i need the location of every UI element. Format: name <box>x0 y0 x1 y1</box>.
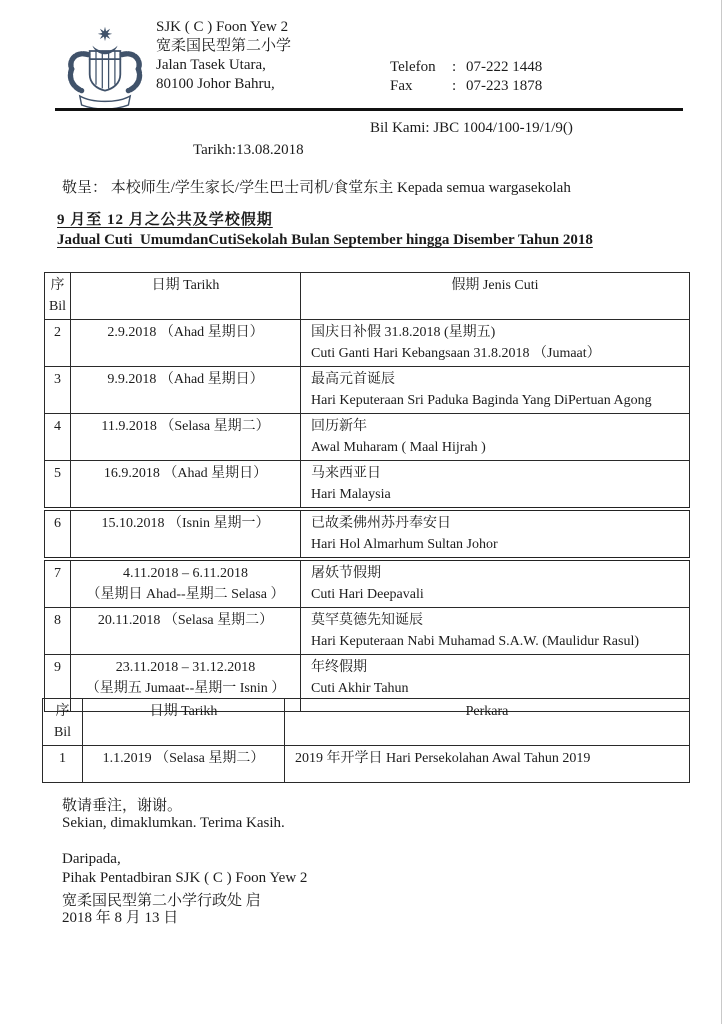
from-label: Daripada, <box>62 851 121 867</box>
header-bil-ms: Bil <box>53 725 72 740</box>
phone-row <box>390 58 542 77</box>
row-perkara: 2019 年开学日 Hari Persekolahan Awal Tahun 2019 <box>285 746 690 783</box>
row-holiday-zh: 马来西亚日 <box>311 466 381 481</box>
table-row <box>45 608 690 655</box>
row-date <box>71 559 301 608</box>
fax-colon: : <box>452 78 457 94</box>
row-holiday <box>301 414 690 461</box>
header-bil-ms: Bil <box>48 299 67 314</box>
table-row <box>45 559 690 608</box>
row-date <box>71 414 301 461</box>
table-row <box>45 461 690 510</box>
recipient-line: 敬呈： 本校师生/学生家长/学生巴士司机/食堂东主 Kepada semua wargasekolah <box>62 180 571 196</box>
row-bil: 4 <box>45 414 71 461</box>
header-bil <box>43 699 83 746</box>
row-holiday-ms: Cuti Akhir Tahun <box>311 681 409 696</box>
row-bil: 1 <box>43 746 83 783</box>
header-perkara: Perkara <box>285 699 690 746</box>
reference-number: Bil Kami: JBC 1004/100-19/1/9() <box>370 120 573 136</box>
fax-number: 07-223 1878 <box>466 78 543 94</box>
school-opening-table <box>42 698 690 783</box>
row-bil: 8 <box>45 608 71 655</box>
school-name-en: SJK ( C ) Foon Yew 2 <box>156 19 289 35</box>
row-holiday <box>301 461 690 510</box>
row-date: 1.1.2019 （Selasa 星期二） <box>83 746 285 783</box>
row-holiday-zh: 已故柔佛州苏丹奉安日 <box>311 516 451 531</box>
row-date-line1: 9.9.2018 （Ahad 星期日） <box>107 372 264 387</box>
header-divider <box>55 108 683 111</box>
row-date-line2: （星期五 Jumaat--星期一 Isnin ） <box>85 681 286 696</box>
closing-zh: 敬请垂注，谢谢。 <box>62 798 183 814</box>
row-bil: 6 <box>45 509 71 559</box>
row-holiday-zh: 国庆日补假 31.8.2018 (星期五) <box>311 325 496 340</box>
row-bil: 9 <box>45 655 71 712</box>
row-holiday-ms: Hari Hol Almarhum Sultan Johor <box>311 537 498 552</box>
row-date-line1: 2.9.2018 （Ahad 星期日） <box>107 325 264 340</box>
school-crest-icon <box>60 24 150 114</box>
phone-colon: : <box>452 59 457 75</box>
row-date <box>71 320 301 367</box>
row-holiday <box>301 559 690 608</box>
phone-label: Telefon <box>390 59 436 75</box>
row-holiday-ms: Cuti Ganti Hari Kebangsaan 31.8.2018 （Jumaat） <box>311 346 601 361</box>
scan-page-edge <box>721 0 722 1024</box>
row-holiday-zh: 最高元首诞辰 <box>311 372 395 387</box>
school-address-line2: 80100 Johor Bahru, <box>156 76 275 92</box>
row-holiday-zh: 年终假期 <box>311 660 367 675</box>
row-date-line1: 16.9.2018 （Ahad 星期日） <box>103 466 268 481</box>
row-bil: 3 <box>45 367 71 414</box>
row-holiday <box>301 367 690 414</box>
table-row <box>43 746 690 783</box>
fax-row <box>390 77 542 96</box>
row-date-line1: 4.11.2018 – 6.11.2018 <box>123 566 248 581</box>
holiday-table-header-row <box>45 273 690 320</box>
table-row <box>45 509 690 559</box>
row-date <box>71 367 301 414</box>
row-date <box>71 509 301 559</box>
table-row <box>45 414 690 461</box>
header-bil-zh: 序 <box>50 278 65 293</box>
header-date: 日期 Tarikh <box>71 273 301 320</box>
row-holiday <box>301 509 690 559</box>
document-title-ms: Jadual Cuti UmumdanCutiSekolah Bulan September hingga Disember Tahun 2018 <box>57 232 593 248</box>
row-date-line1: 11.9.2018 （Selasa 星期二） <box>101 419 270 434</box>
letter-date-zh: 2018 年 8 月 13 日 <box>62 910 179 926</box>
schedule-table-header-row <box>43 699 690 746</box>
row-bil: 2 <box>45 320 71 367</box>
row-holiday-ms: Awal Muharam ( Maal Hijrah ) <box>311 440 486 455</box>
row-date-line1: 23.11.2018 – 31.12.2018 <box>115 660 256 675</box>
school-name-zh: 宽柔国民型第二小学 <box>156 38 292 54</box>
row-date <box>71 608 301 655</box>
row-bil: 5 <box>45 461 71 510</box>
header-bil-zh: 序 <box>55 704 70 719</box>
row-holiday <box>301 608 690 655</box>
letter-date-line: Tarikh:13.08.2018 <box>193 142 304 158</box>
row-date-line2: （星期日 Ahad--星期二 Selasa ） <box>86 587 285 602</box>
row-holiday-zh: 莫罕莫德先知诞辰 <box>311 613 423 628</box>
header-bil <box>45 273 71 320</box>
row-holiday-ms: Hari Malaysia <box>311 487 391 502</box>
holiday-table <box>44 272 690 712</box>
row-holiday-zh: 屠妖节假期 <box>311 566 381 581</box>
row-date <box>71 461 301 510</box>
row-holiday-ms: Cuti Hari Deepavali <box>311 587 424 602</box>
row-holiday-ms: Hari Keputeraan Sri Paduka Baginda Yang DiPertuan Agong <box>311 393 652 408</box>
school-address-block <box>156 18 291 94</box>
row-holiday <box>301 320 690 367</box>
header-date: 日期 Tarikh <box>83 699 285 746</box>
row-bil: 7 <box>45 559 71 608</box>
row-date-line1: 15.10.2018 （Isnin 星期一） <box>101 516 270 531</box>
row-date-line1: 20.11.2018 （Selasa 星期二） <box>97 613 274 628</box>
phone-number: 07-222 1448 <box>466 59 543 75</box>
row-holiday-zh: 回历新年 <box>311 419 367 434</box>
document-title-zh: 9 月至 12 月之公共及学校假期 <box>57 212 273 228</box>
contact-block <box>390 58 542 96</box>
table-row <box>45 320 690 367</box>
table-row <box>45 367 690 414</box>
from-org-ms: Pihak Pentadbiran SJK ( C ) Foon Yew 2 <box>62 870 308 886</box>
row-holiday-ms: Hari Keputeraan Nabi Muhamad S.A.W. (Maulidur Rasul) <box>311 634 640 649</box>
fax-label: Fax <box>390 78 413 94</box>
from-org-zh: 宽柔国民型第二小学行政处 启 <box>62 893 261 909</box>
school-address-line1: Jalan Tasek Utara, <box>156 57 266 73</box>
closing-ms: Sekian, dimaklumkan. Terima Kasih. <box>62 815 285 831</box>
header-type: 假期 Jenis Cuti <box>301 273 690 320</box>
